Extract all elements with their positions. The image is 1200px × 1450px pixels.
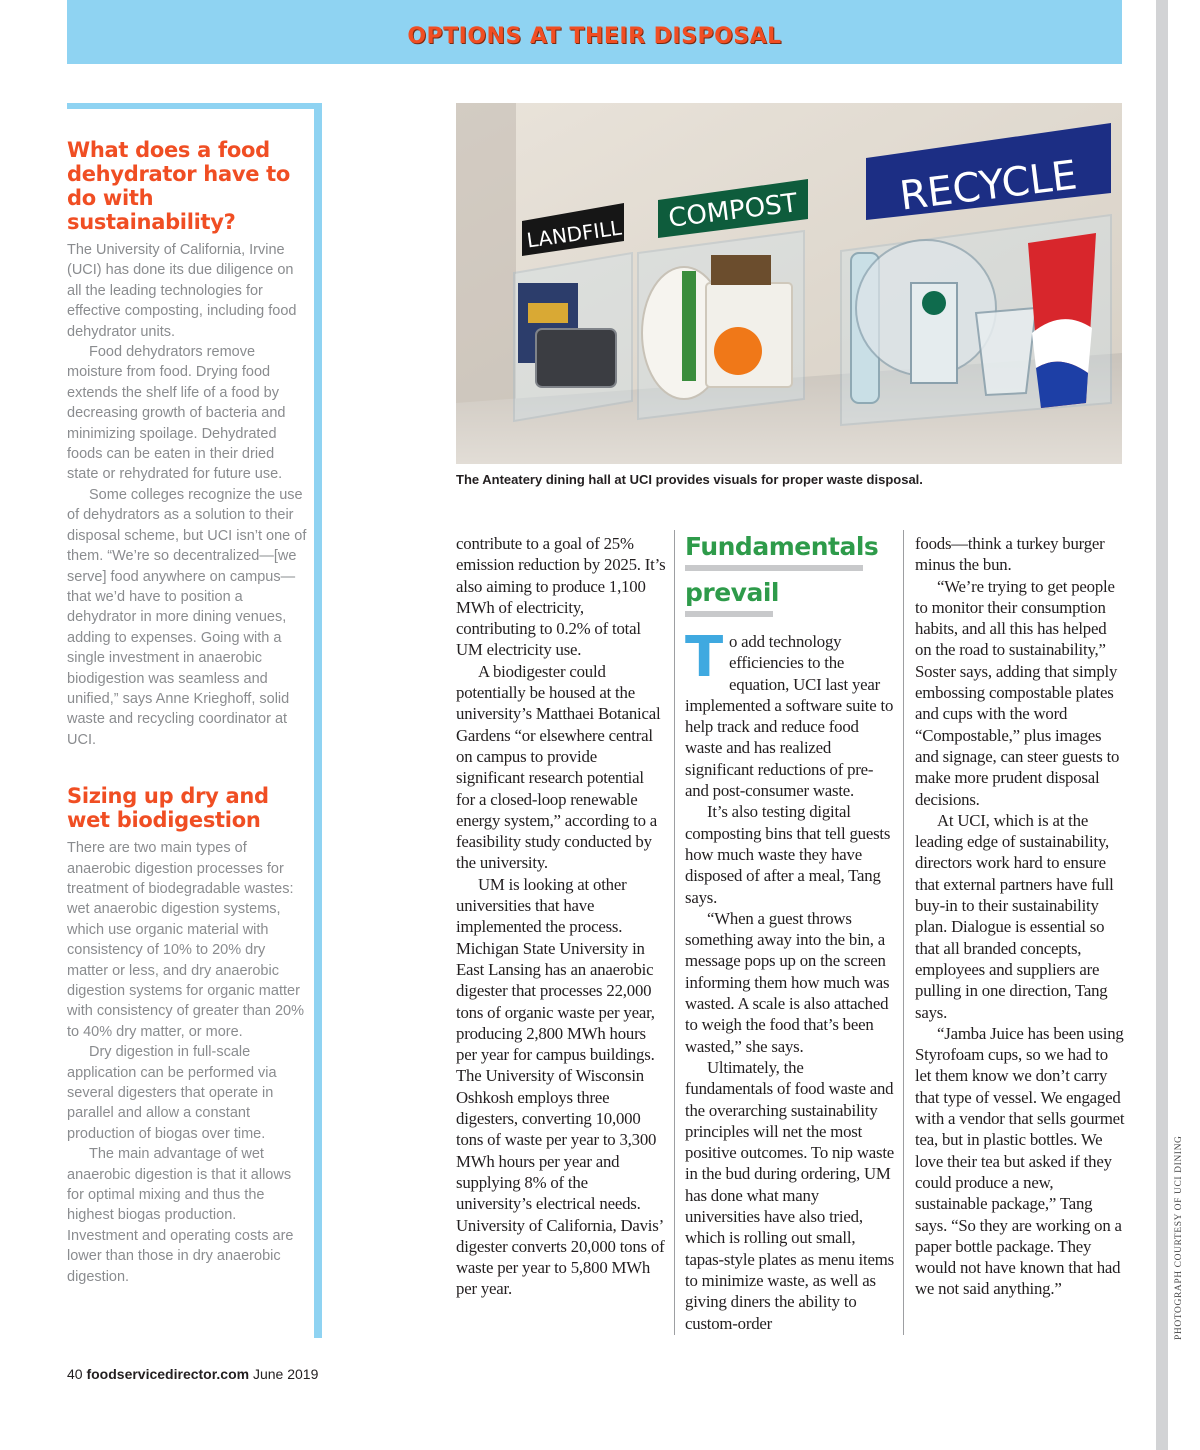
heading-underline: [685, 611, 773, 617]
sidebar-paragraph: The main advantage of wet anaerobic digestion is that it allows for optimal mixing and thus the highest biogas production. Investment and operating costs are lower than those in dry anaerobic digestion.: [67, 1146, 294, 1285]
article-paragraph: o add technology efficiencies to the equation, UCI last year implemented a software suite to help track and reduce food waste and has realized significant reductions of pre- and post-consumer waste.: [685, 632, 894, 801]
svg-text:LANDFILL: LANDFILL: [525, 215, 624, 253]
page-number: 40: [67, 1366, 83, 1382]
waste-station-photo: [456, 103, 1122, 464]
article-paragraph: A biodigester could potentially be housed at the university’s Matthaei Botanical Gardens “or elsewhere central on campus to provide significant research potential for a closed-loop renewable energy system,” according to a feasibility study conducted by the university.: [456, 661, 661, 873]
svg-text:RECYCLE: RECYCLE: [897, 152, 1080, 220]
sidebar-right-rule: [314, 103, 322, 1338]
sidebar: [67, 138, 307, 1287]
sidebar-heading-biodigestion: Sizing up dry and wet biodigestion: [67, 784, 269, 833]
section-heading-line1: Fundamentals: [685, 532, 879, 561]
article-paragraph: “We’re trying to get people to monitor their consumption habits, and all this has helped on the road to sustainability,” Soster says, adding that simply embossing compostable plates and cups with the word “Compostable,” plus images and signage, can steer guests to make more prudent disposal decisions.: [915, 576, 1120, 809]
sidebar-heading-dehydrator: What does a food dehydrator have to do with sustainability?: [67, 138, 291, 234]
column-divider: [903, 530, 904, 1335]
article-paragraph: “When a guest throws something away into the bin, a message pops up on the screen informing them how much was wasted. A scale is also attached to weigh the food that’s been wasted,” she says.: [685, 908, 890, 1056]
column-divider: [674, 530, 675, 1335]
article-paragraph: It’s also testing digital composting bins that tell guests how much waste they have disposed of after a meal, Tang says.: [685, 802, 891, 907]
banner-title: OPTIONS AT THEIR DISPOSAL: [407, 24, 782, 49]
sidebar-paragraph: Dry digestion in full-scale application can be performed via several digesters that operate in parallel and allow a constant production of biogas over time.: [67, 1044, 277, 1142]
article-column-3: [915, 533, 1125, 1300]
article-paragraph: contribute to a goal of 25% emission reduction by 2025. It’s also aiming to produce 1,100 MWh of electricity, contributing to 0.2% of total UM electricity use.: [456, 534, 666, 660]
section-heading-line2: prevail: [685, 578, 779, 607]
sidebar-top-rule: [67, 103, 322, 109]
sidebar-paragraph: Some colleges recognize the use of dehydrators as a solution to their disposal scheme, but UCI isn’t one of them. “We’re so decentralized—[we serve] food anywhere on campus—that we’d have to position a dehydrator in more dining venues, adding to expenses. Going with a single investment in anaerobic biodigestion was seamless and unified,” says Anne Krieghoff, solid waste and recycling coordinator at UCI.: [67, 486, 307, 748]
recycle-display-box: [841, 215, 1111, 425]
footer-date: June 2019: [252, 1366, 319, 1382]
article-paragraph: At UCI, which is at the leading edge of sustainability, directors work hard to ensure that external partners have full buy-in to their sustainability plan. Dialogue is essential so that all branded concepts, employees and suppliers are pulling in one direction, Tang says.: [915, 810, 1114, 1022]
photo-credit: PHOTOGRAPH COURTESY OF UCI DINING: [1174, 1135, 1184, 1340]
svg-text:COMPOST: COMPOST: [666, 188, 800, 234]
article-paragraph: foods—think a turkey burger minus the bun.: [915, 534, 1105, 575]
sidebar-paragraph: There are two main types of anaerobic digestion processes for treatment of biodegradable wastes: wet anaerobic digestion systems, which use organic material with consistency of 10% to 20% dry matter or less, and dry anaerobic digestion systems for organic matter with consistency of greater than 20% to 40% dry matter, or more.: [67, 840, 304, 1040]
page-footer: [67, 1366, 318, 1382]
article-paragraph: UM is looking at other universities that have implemented the process. Michigan State University in East Lansing has an anaerobic digester that processes 22,000 tons of organic waste per year, producing 2,800 MWh hours per year for campus buildings. The University of Wisconsin Oshkosh employs three digesters, converting 10,000 tons of waste per year to 3,300 MWh hours per year and supplying 8% of the university’s electrical needs. University of California, Davis’ digester converts 20,000 tons of waste per year to 5,800 MWh per year.: [456, 874, 665, 1299]
drop-cap: T: [685, 625, 723, 690]
heading-underline: [685, 565, 863, 571]
article-column-2: [685, 533, 895, 1334]
article-paragraph: Ultimately, the fundamentals of food waste and the overarching sustainability principles will net the most positive outcomes. To nip waste in the bud during ordering, UM has done what many universities have also tried, which is rolling out small, tapas-style plates as menu items to minimize waste, as well as giving diners the ability to custom-order: [685, 1057, 895, 1333]
section-banner: [67, 0, 1122, 64]
page-edge-strip: [1156, 0, 1168, 1450]
photo-caption: The Anteatery dining hall at UCI provides visuals for proper waste disposal.: [456, 472, 923, 487]
sidebar-paragraph: The University of California, Irvine (UCI) has done its due diligence on all the leading technologies for effective composting, including food dehydrator units.: [67, 242, 297, 340]
landfill-display-box: [514, 253, 632, 421]
footer-site: foodservicedirector.com: [86, 1366, 250, 1382]
compost-display-box: [638, 231, 804, 419]
sidebar-paragraph: Food dehydrators remove moisture from food. Drying food extends the shelf life of a food by decreasing growth of bacteria and minimizing spoilage. Dehydrated foods can be eaten in their dried state or rehydrated for future use.: [67, 344, 286, 483]
article-column-1: [456, 533, 666, 1300]
article-paragraph: “Jamba Juice has been using Styrofoam cups, so we had to let them know we don’t carry that type of vessel. We engaged with a vendor that sells gourmet tea, but in plastic bottles. We love their tea but asked if they could produce a new, sustainable package,” Tang says. “So they are working on a paper bottle package. They would not have known that had we not said anything.”: [915, 1023, 1125, 1299]
